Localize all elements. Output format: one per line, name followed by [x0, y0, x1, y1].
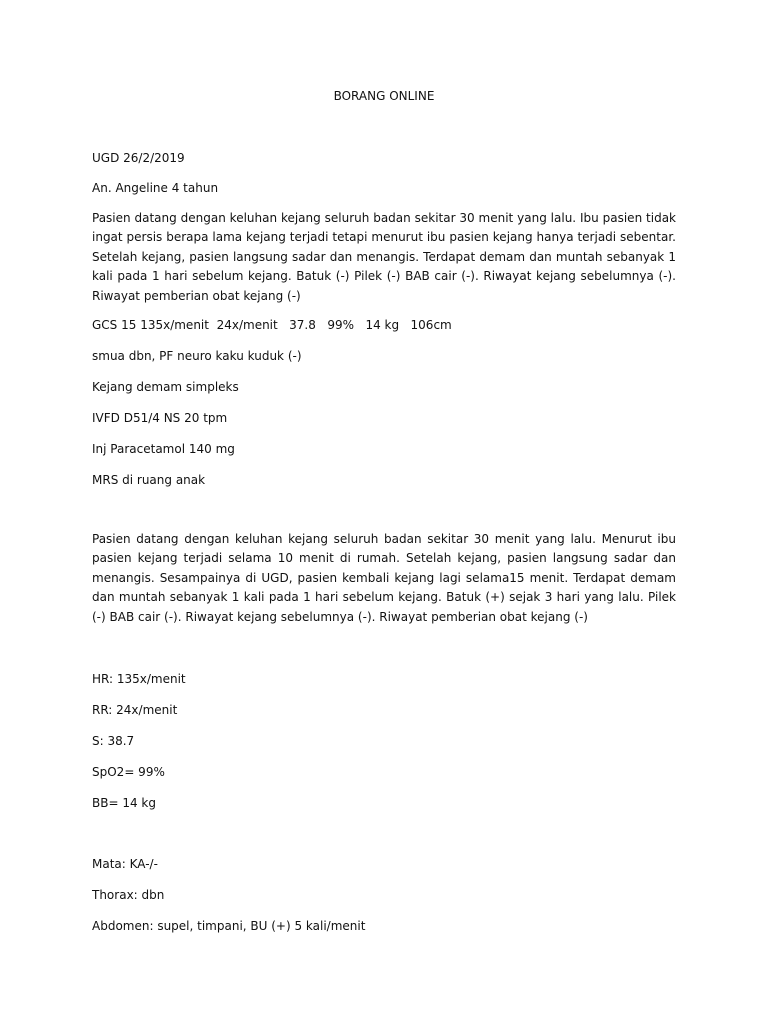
document-title: BORANG ONLINE: [333, 89, 435, 103]
exam-line: smua dbn, PF neuro kaku kuduk (-): [92, 349, 302, 363]
rr-line: RR: 24x/menit: [92, 703, 178, 717]
vitals-summary-line: GCS 15 135x/menit 24x/menit 37.8 99% 14 kg 106cm: [92, 318, 452, 332]
therapy-line-1: IVFD D51/4 NS 20 tpm: [92, 411, 228, 425]
weight-line: BB= 14 kg: [92, 796, 156, 810]
hr-line: HR: 135x/menit: [92, 672, 186, 686]
therapy-line-2: Inj Paracetamol 140 mg: [92, 442, 235, 456]
eye-exam-line: Mata: KA-/-: [92, 857, 158, 871]
temperature-line: S: 38.7: [92, 734, 135, 748]
plan-line: MRS di ruang anak: [92, 473, 206, 487]
abdomen-exam-line: Abdomen: supel, timpani, BU (+) 5 kali/menit: [92, 919, 366, 933]
diagnosis-line: Kejang demam simpleks: [92, 380, 239, 394]
thorax-exam-line: Thorax: dbn: [92, 888, 165, 902]
history-paragraph-1: Pasien datang dengan keluhan kejang seluruh badan sekitar 30 menit yang lalu. Ibu pasien tidak ingat persis berapa lama kejang terjadi tetapi menurut ibu pasien kejang hanya terjadi sebentar. Setelah kejang, pasien langsung sadar dan menangis. Terdapat demam dan muntah sebanyak 1 kali pada 1 hari sebelum kejang. Batuk (-) Pilek (-) BAB cair (-). Riwayat kejang sebelumnya (-). Riwayat pemberian obat kejang (-): [92, 211, 676, 303]
spo2-line: SpO2= 99%: [92, 765, 165, 779]
history-paragraph-2: Pasien datang dengan keluhan kejang seluruh badan sekitar 30 menit yang lalu. Menurut ibu pasien kejang terjadi selama 10 menit di rumah. Setelah kejang, pasien langsung sadar dan menangis. Sesampainya di UGD, pasien kembali kejang lagi selama15 menit. Terdapat demam dan muntah sebanyak 1 kali pada 1 hari sebelum kejang. Batuk (+) sejak 3 hari yang lalu. Pilek (-) BAB cair (-). Riwayat kejang sebelumnya (-). Riwayat pemberian obat kejang (-): [92, 532, 676, 624]
date-line: UGD 26/2/2019: [92, 151, 185, 165]
patient-line: An. Angeline 4 tahun: [92, 181, 219, 195]
